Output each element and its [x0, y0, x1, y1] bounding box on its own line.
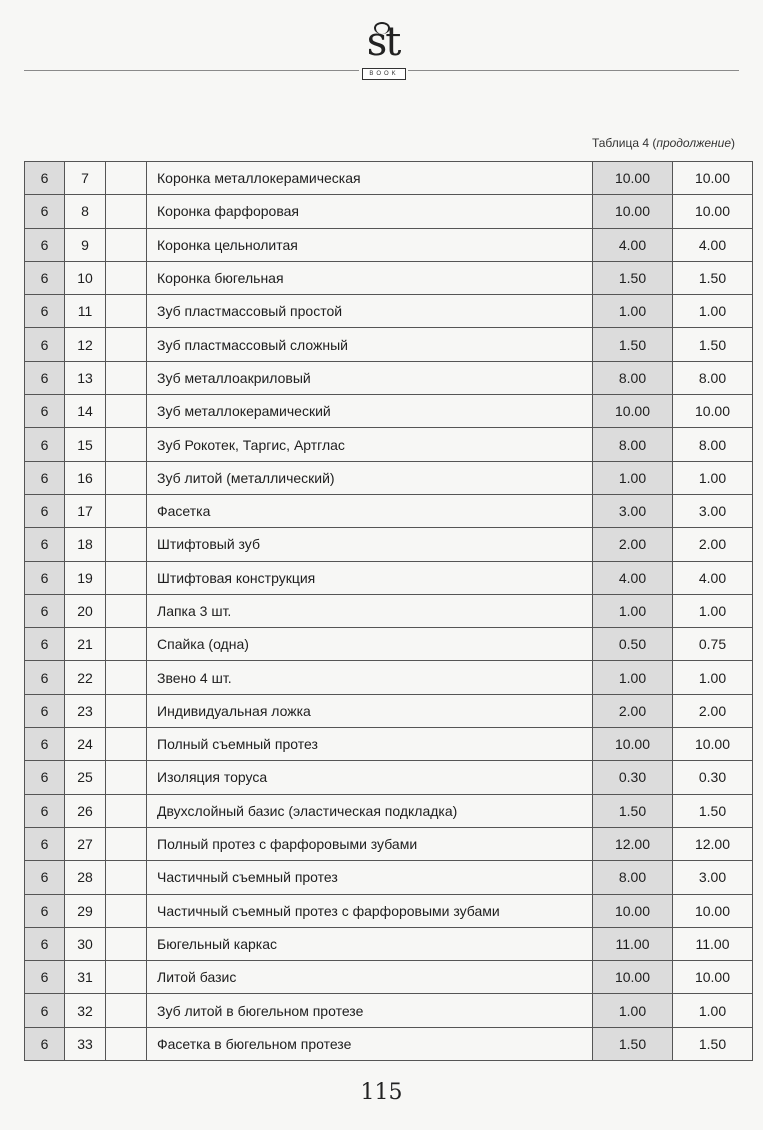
value-2-cell: 1.50 — [673, 794, 753, 827]
code-cell — [106, 328, 147, 361]
table-row — [25, 395, 753, 428]
item-number-cell: 10 — [65, 261, 106, 294]
section-cell: 6 — [25, 994, 65, 1027]
price-table-body — [25, 162, 753, 1061]
item-name-cell: Полный протез с фарфоровыми зубами — [147, 827, 593, 860]
item-number-cell: 29 — [65, 894, 106, 927]
item-name-cell: Изоляция торуса — [147, 761, 593, 794]
code-cell — [106, 162, 147, 195]
section-cell: 6 — [25, 228, 65, 261]
table-caption-continuation: продолжение — [656, 136, 731, 150]
value-2-cell: 1.00 — [673, 661, 753, 694]
code-cell — [106, 295, 147, 328]
value-2-cell: 4.00 — [673, 228, 753, 261]
item-name-cell: Звено 4 шт. — [147, 661, 593, 694]
table-row — [25, 261, 753, 294]
value-2-cell: 4.00 — [673, 561, 753, 594]
code-cell — [106, 195, 147, 228]
section-cell: 6 — [25, 961, 65, 994]
section-cell: 6 — [25, 162, 65, 195]
item-number-cell: 18 — [65, 528, 106, 561]
value-2-cell: 1.50 — [673, 1027, 753, 1060]
value-1-cell: 10.00 — [593, 728, 673, 761]
table-row — [25, 927, 753, 960]
table-caption — [592, 136, 735, 150]
item-name-cell: Бюгельный каркас — [147, 927, 593, 960]
item-name-cell: Частичный съемный протез с фарфоровыми зубами — [147, 894, 593, 927]
item-number-cell: 31 — [65, 961, 106, 994]
table-caption-prefix: Таблица 4 ( — [591, 136, 657, 150]
header-rule-left — [24, 70, 359, 71]
value-2-cell: 10.00 — [673, 728, 753, 761]
item-name-cell: Зуб металлокерамический — [147, 395, 593, 428]
item-number-cell: 16 — [65, 461, 106, 494]
value-1-cell: 1.00 — [593, 994, 673, 1027]
code-cell — [106, 594, 147, 627]
price-table — [24, 161, 753, 1061]
code-cell — [106, 1027, 147, 1060]
section-cell: 6 — [25, 195, 65, 228]
table-row — [25, 494, 753, 527]
item-number-cell: 25 — [65, 761, 106, 794]
item-number-cell: 32 — [65, 994, 106, 1027]
section-cell: 6 — [25, 295, 65, 328]
value-1-cell: 1.00 — [593, 295, 673, 328]
section-cell: 6 — [25, 794, 65, 827]
code-cell — [106, 794, 147, 827]
table-row — [25, 794, 753, 827]
table-row — [25, 228, 753, 261]
table-caption-suffix: ) — [731, 136, 735, 150]
code-cell — [106, 461, 147, 494]
code-cell — [106, 428, 147, 461]
item-name-cell: Индивидуальная ложка — [147, 694, 593, 727]
logo-letters: st — [366, 19, 400, 65]
table-row — [25, 528, 753, 561]
table-row — [25, 561, 753, 594]
page-number: 115 — [360, 1080, 403, 1105]
value-2-cell: 12.00 — [673, 827, 753, 860]
item-name-cell: Фасетка — [147, 494, 593, 527]
value-2-cell: 8.00 — [673, 361, 753, 394]
table-row — [25, 328, 753, 361]
table-row — [25, 361, 753, 394]
value-2-cell: 3.00 — [673, 494, 753, 527]
section-cell: 6 — [25, 594, 65, 627]
value-1-cell: 11.00 — [593, 927, 673, 960]
item-name-cell: Штифтовый зуб — [147, 528, 593, 561]
item-number-cell: 27 — [65, 827, 106, 860]
section-cell: 6 — [25, 494, 65, 527]
table-row — [25, 295, 753, 328]
item-number-cell: 28 — [65, 861, 106, 894]
item-name-cell: Зуб литой (металлический) — [147, 461, 593, 494]
value-1-cell: 2.00 — [593, 694, 673, 727]
item-number-cell: 15 — [65, 428, 106, 461]
value-2-cell: 1.50 — [673, 328, 753, 361]
code-cell — [106, 994, 147, 1027]
section-cell: 6 — [25, 528, 65, 561]
item-number-cell: 13 — [65, 361, 106, 394]
item-number-cell: 17 — [65, 494, 106, 527]
item-number-cell: 26 — [65, 794, 106, 827]
section-cell: 6 — [25, 461, 65, 494]
value-2-cell: 3.00 — [673, 861, 753, 894]
code-cell — [106, 494, 147, 527]
code-cell — [106, 661, 147, 694]
item-name-cell: Зуб пластмассовый сложный — [147, 328, 593, 361]
value-2-cell: 1.00 — [673, 594, 753, 627]
section-cell: 6 — [25, 628, 65, 661]
value-2-cell: 10.00 — [673, 894, 753, 927]
value-1-cell: 8.00 — [593, 361, 673, 394]
item-name-cell: Коронка фарфоровая — [147, 195, 593, 228]
code-cell — [106, 361, 147, 394]
code-cell — [106, 228, 147, 261]
item-name-cell: Двухслойный базис (эластическая подкладка) — [147, 794, 593, 827]
value-1-cell: 10.00 — [593, 894, 673, 927]
table-row — [25, 761, 753, 794]
value-2-cell: 2.00 — [673, 694, 753, 727]
code-cell — [106, 561, 147, 594]
section-cell: 6 — [25, 1027, 65, 1060]
value-1-cell: 3.00 — [593, 494, 673, 527]
code-cell — [106, 395, 147, 428]
value-2-cell: 1.00 — [673, 295, 753, 328]
value-2-cell: 10.00 — [673, 961, 753, 994]
code-cell — [106, 628, 147, 661]
value-2-cell: 1.50 — [673, 261, 753, 294]
value-1-cell: 10.00 — [593, 195, 673, 228]
section-cell: 6 — [25, 661, 65, 694]
value-1-cell: 10.00 — [593, 961, 673, 994]
section-cell: 6 — [25, 694, 65, 727]
value-1-cell: 1.00 — [593, 594, 673, 627]
code-cell — [106, 528, 147, 561]
value-1-cell: 1.00 — [593, 661, 673, 694]
value-1-cell: 4.00 — [593, 561, 673, 594]
value-1-cell: 1.00 — [593, 461, 673, 494]
code-cell — [106, 827, 147, 860]
section-cell: 6 — [25, 261, 65, 294]
code-cell — [106, 761, 147, 794]
value-1-cell: 10.00 — [593, 162, 673, 195]
value-2-cell: 1.00 — [673, 461, 753, 494]
value-2-cell: 10.00 — [673, 195, 753, 228]
item-number-cell: 9 — [65, 228, 106, 261]
section-cell: 6 — [25, 561, 65, 594]
item-name-cell: Литой базис — [147, 961, 593, 994]
value-2-cell: 10.00 — [673, 395, 753, 428]
section-cell: 6 — [25, 761, 65, 794]
section-cell: 6 — [25, 894, 65, 927]
item-name-cell: Зуб металлоакриловый — [147, 361, 593, 394]
section-cell: 6 — [25, 827, 65, 860]
logo-book-label: BOOK — [362, 68, 406, 80]
table-row — [25, 961, 753, 994]
item-name-cell: Зуб Рокотек, Таргис, Артглас — [147, 428, 593, 461]
value-1-cell: 10.00 — [593, 395, 673, 428]
item-number-cell: 20 — [65, 594, 106, 627]
table-row — [25, 894, 753, 927]
table-row — [25, 994, 753, 1027]
section-cell: 6 — [25, 728, 65, 761]
table-row — [25, 661, 753, 694]
table-row — [25, 428, 753, 461]
section-cell: 6 — [25, 428, 65, 461]
section-cell: 6 — [25, 861, 65, 894]
code-cell — [106, 261, 147, 294]
code-cell — [106, 927, 147, 960]
code-cell — [106, 694, 147, 727]
item-number-cell: 23 — [65, 694, 106, 727]
section-cell: 6 — [25, 395, 65, 428]
item-number-cell: 33 — [65, 1027, 106, 1060]
table-row — [25, 162, 753, 195]
logo-ring — [374, 22, 390, 34]
value-1-cell: 2.00 — [593, 528, 673, 561]
value-2-cell: 0.30 — [673, 761, 753, 794]
table-row — [25, 861, 753, 894]
item-name-cell: Лапка 3 шт. — [147, 594, 593, 627]
item-number-cell: 22 — [65, 661, 106, 694]
table-row — [25, 728, 753, 761]
value-2-cell: 11.00 — [673, 927, 753, 960]
value-2-cell: 10.00 — [673, 162, 753, 195]
value-1-cell: 1.50 — [593, 794, 673, 827]
item-number-cell: 11 — [65, 295, 106, 328]
table-row — [25, 594, 753, 627]
item-number-cell: 24 — [65, 728, 106, 761]
item-number-cell: 12 — [65, 328, 106, 361]
value-2-cell: 1.00 — [673, 994, 753, 1027]
section-cell: 6 — [25, 328, 65, 361]
section-cell: 6 — [25, 361, 65, 394]
value-2-cell: 2.00 — [673, 528, 753, 561]
item-number-cell: 21 — [65, 628, 106, 661]
item-name-cell: Фасетка в бюгельном протезе — [147, 1027, 593, 1060]
code-cell — [106, 861, 147, 894]
item-number-cell: 30 — [65, 927, 106, 960]
value-1-cell: 1.50 — [593, 328, 673, 361]
item-name-cell: Зуб пластмассовый простой — [147, 295, 593, 328]
item-name-cell: Коронка бюгельная — [147, 261, 593, 294]
value-1-cell: 0.50 — [593, 628, 673, 661]
item-name-cell: Коронка металлокерамическая — [147, 162, 593, 195]
item-name-cell: Коронка цельнолитая — [147, 228, 593, 261]
code-cell — [106, 961, 147, 994]
value-1-cell: 8.00 — [593, 428, 673, 461]
item-name-cell: Полный съемный протез — [147, 728, 593, 761]
table-row — [25, 1027, 753, 1060]
value-2-cell: 8.00 — [673, 428, 753, 461]
table-row — [25, 628, 753, 661]
table-row — [25, 195, 753, 228]
table-row — [25, 827, 753, 860]
section-cell: 6 — [25, 927, 65, 960]
value-1-cell: 4.00 — [593, 228, 673, 261]
publisher-logo — [360, 19, 406, 78]
item-number-cell: 7 — [65, 162, 106, 195]
item-name-cell: Штифтовая конструкция — [147, 561, 593, 594]
item-number-cell: 14 — [65, 395, 106, 428]
header-rule-right — [408, 70, 739, 71]
value-1-cell: 12.00 — [593, 827, 673, 860]
item-number-cell: 19 — [65, 561, 106, 594]
code-cell — [106, 728, 147, 761]
value-1-cell: 1.50 — [593, 261, 673, 294]
table-row — [25, 461, 753, 494]
item-name-cell: Зуб литой в бюгельном протезе — [147, 994, 593, 1027]
value-1-cell: 0.30 — [593, 761, 673, 794]
value-1-cell: 8.00 — [593, 861, 673, 894]
value-1-cell: 1.50 — [593, 1027, 673, 1060]
code-cell — [106, 894, 147, 927]
table-row — [25, 694, 753, 727]
item-name-cell: Спайка (одна) — [147, 628, 593, 661]
item-number-cell: 8 — [65, 195, 106, 228]
value-2-cell: 0.75 — [673, 628, 753, 661]
item-name-cell: Частичный съемный протез — [147, 861, 593, 894]
